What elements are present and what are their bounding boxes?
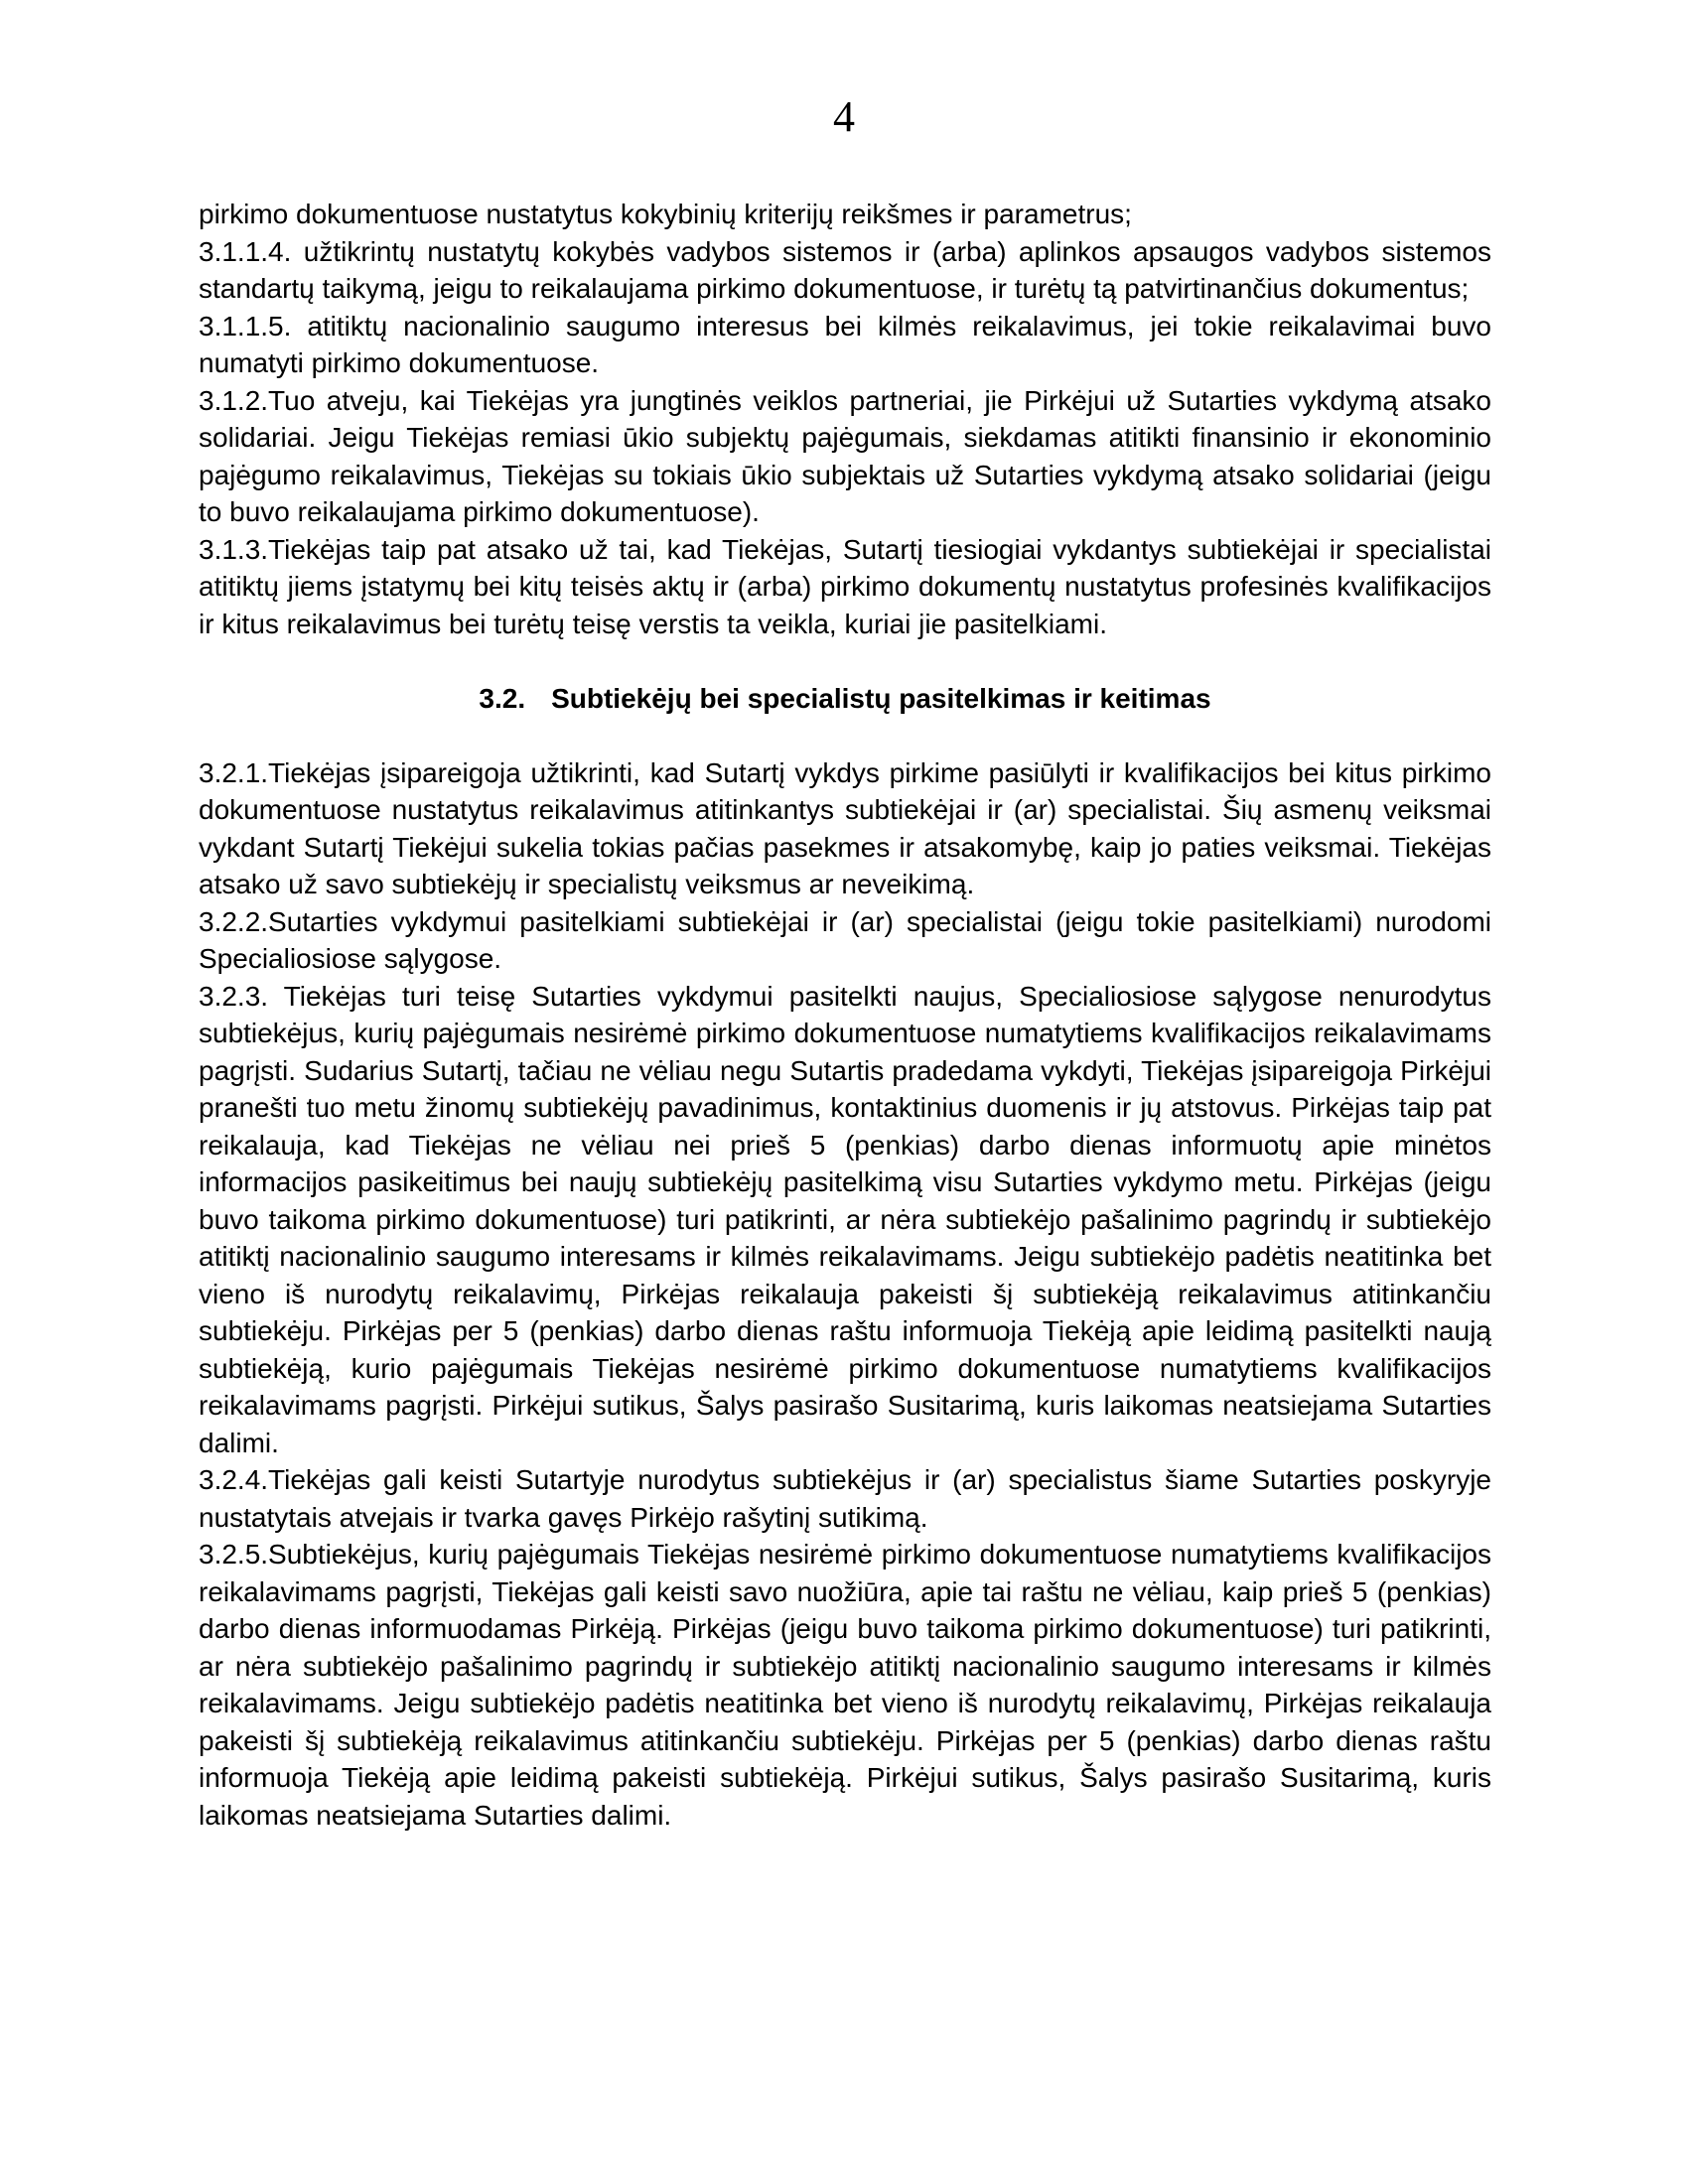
- section-heading-3-2: [199, 680, 1491, 718]
- paragraph-3-1-1-4: 3.1.1.4. užtikrintų nustatytų kokybės vadybos sistemos ir (arba) aplinkos apsaugos vadybos sistemos standartų taikymą, jeigu to reikalaujama pirkimo dokumentuose, ir turėtų tą patvirtinančius dokumentus;: [199, 235, 1491, 304]
- page-number: 4: [833, 92, 855, 141]
- paragraph-3-1-2: 3.1.2.Tuo atveju, kai Tiekėjas yra jungtinės veiklos partneriai, jie Pirkėjui už Sutarties vykdymą atsako solidariai. Jeigu Tiekėjas remiasi ūkio subjektų pajėgumais, siekdamas atitikti finansinio ir ekonominio pajėgumo reikalavimus, Tiekėjas su tokiais ūkio subjektais už Sutarties vykdymą atsako solidariai (jeigu to buvo reikalaujama pirkimo dokumentuose).: [199, 384, 1491, 527]
- paragraph-3-2-3: 3.2.3. Tiekėjas turi teisę Sutarties vykdymui pasitelkti naujus, Specialiosiose sąlygose nenurodytus subtiekėjus, kurių pajėgumais nesirėmė pirkimo dokumentuose numatytiems kvalifikacijos reikalavimams pagrįsti. Sudarius Sutartį, tačiau ne vėliau negu Sutartis pradedama vykdyti, Tiekėjas įsipareigoja Pirkėjui pranešti tuo metu žinomų subtiekėjų pavadinimus, kontaktinius duomenis ir jų atstovus. Pirkėjas taip pat reikalauja, kad Tiekėjas ne vėliau nei prieš 5 (penkias) darbo dienas informuotų apie minėtos informacijos pasikeitimus bei naujų subtiekėjų pasitelkimą visu Sutarties vykdymo metu. Pirkėjas (jeigu buvo taikoma pirkimo dokumentuose) turi patikrinti, ar nėra subtiekėjo pašalinimo pagrindų ir subtiekėjo atitiktį nacionalinio saugumo interesams ir kilmės reikalavimams. Jeigu subtiekėjo padėtis neatitinka bet vieno iš nurodytų reikalavimų, Pirkėjas reikalauja pakeisti šį subtiekėją reikalavimus atitinkančiu subtiekėju. Pirkėjas per 5 (penkias) darbo dienas raštu informuoja Tiekėją apie leidimą pasitelkti naują subtiekėją, kurio pajėgumais Tiekėjas nesirėmė pirkimo dokumentuose numatytiems kvalifikacijos reikalavimams pagrįsti. Pirkėjui sutikus, Šalys pasirašo Susitarimą, kuris laikomas neatsiejama Sutarties dalimi.: [199, 980, 1491, 1458]
- section-heading-title: Subtiekėjų bei specialistų pasitelkimas ir keitimas: [551, 682, 1211, 714]
- paragraph-3-2-4: 3.2.4.Tiekėjas gali keisti Sutartyje nurodytus subtiekėjus ir (ar) specialistus šiame Sutarties poskyryje nustatytais atvejais ir tvarka gavęs Pirkėjo rašytinį sutikimą.: [199, 1464, 1491, 1533]
- paragraph-3-1-3: 3.1.3.Tiekėjas taip pat atsako už tai, kad Tiekėjas, Sutartį tiesiogiai vykdantys subtiekėjai ir specialistai atitiktų jiems įstatymų bei kitų teisės aktų ir (arba) pirkimo dokumentų nustatytus profesinės kvalifikacijos ir kitus reikalavimus bei turėtų teisę verstis ta veikla, kuriai jie pasitelkiami.: [199, 533, 1491, 639]
- paragraph-3-1-1-5: 3.1.1.5. atitiktų nacionalinio saugumo interesus bei kilmės reikalavimus, jei tokie reikalavimai buvo numatyti pirkimo dokumentuose.: [199, 310, 1491, 378]
- paragraph-3-2-1: 3.2.1.Tiekėjas įsipareigoja užtikrinti, kad Sutartį vykdys pirkime pasiūlyti ir kvalifikacijos bei kitus pirkimo dokumentuose nustatytus reikalavimus atitinkantys subtiekėjai ir (ar) specialistai. Šių asmenų veiksmai vykdant Sutartį Tiekėjui sukelia tokias pačias pasekmes ir atsakomybę, kaip jo paties veiksmai. Tiekėjas atsako už savo subtiekėjų ir specialistų veiksmus ar neveikimą.: [199, 756, 1491, 899]
- paragraph-3-2-5: 3.2.5.Subtiekėjus, kurių pajėgumais Tiekėjas nesirėmė pirkimo dokumentuose numatytiems kvalifikacijos reikalavimams pagrįsti, Tiekėjas gali keisti savo nuožiūra, apie tai raštu ne vėliau, kaip prieš 5 (penkias) darbo dienas informuodamas Pirkėją. Pirkėjas (jeigu buvo taikoma pirkimo dokumentuose) turi patikrinti, ar nėra subtiekėjo pašalinimo pagrindų ir subtiekėjo atitiktį nacionalinio saugumo interesams ir kilmės reikalavimams. Jeigu subtiekėjo padėtis neatitinka bet vieno iš nurodytų reikalavimų, Pirkėjas reikalauja pakeisti šį subtiekėją reikalavimus atitinkančiu subtiekėju. Pirkėjas per 5 (penkias) darbo dienas raštu informuoja Tiekėją apie leidimą pakeisti subtiekėją. Pirkėjui sutikus, Šalys pasirašo Susitarimą, kuris laikomas neatsiejama Sutarties dalimi.: [199, 1539, 1491, 1831]
- document-content: [199, 196, 1491, 1834]
- section-heading-number: 3.2.: [479, 682, 526, 714]
- paragraph-3-2-2: 3.2.2.Sutarties vykdymui pasitelkiami subtiekėjai ir (ar) specialistai (jeigu tokie pasitelkiami) nurodomi Specialiosiose sąlygose.: [199, 905, 1491, 974]
- paragraph-continuation: pirkimo dokumentuose nustatytus kokybinių kriterijų reikšmes ir parametrus;: [199, 199, 1132, 229]
